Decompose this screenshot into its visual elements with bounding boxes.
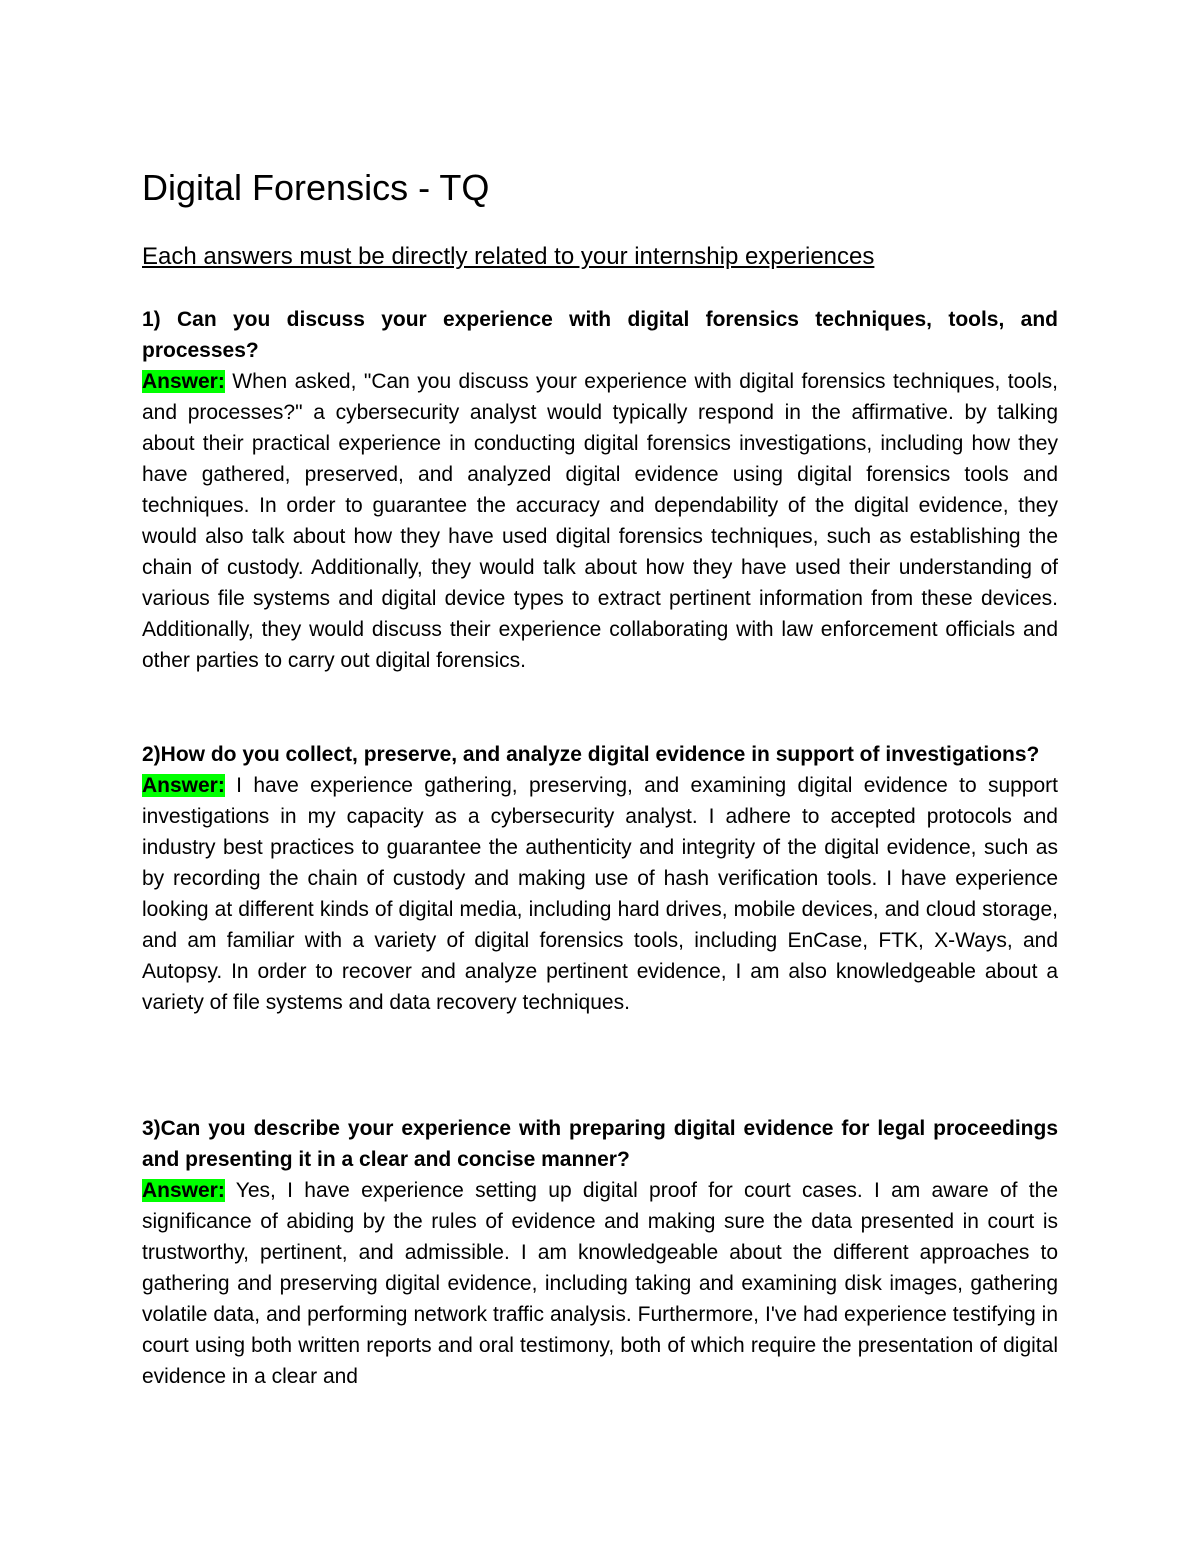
answer-label: Answer: — [142, 370, 225, 393]
question-text: 1) Can you discuss your experience with digital forensics techniques, tools, and processes? — [142, 308, 1058, 362]
answer-label: Answer: — [142, 774, 225, 797]
document-instruction: Each answers must be directly related to your internship experiences — [142, 243, 875, 270]
answer-label: Answer: — [142, 1179, 225, 1202]
qa-item — [142, 304, 1058, 676]
qa-item — [142, 739, 1058, 1018]
answer-text: When asked, "Can you discuss your experience with digital forensics techniques, tools, and processes?" a cybersecurity analyst would typically respond in the affirmative. by talking about their practical experience in conducting digital forensics investigations, including how they have gathered, preserved, and analyzed digital evidence using digital forensics tools and techniques. In order to guarantee the accuracy and dependability of the digital evidence, they would also talk about how they have used digital forensics techniques, such as establishing the chain of custody. Additionally, they would talk about how they have used their understanding of various file systems and digital device types to extract pertinent information from these devices. Additionally, they would discuss their experience collaborating with law enforcement officials and other parties to carry out digital forensics. — [142, 370, 1058, 672]
question-text: 3)Can you describe your experience with preparing digital evidence for legal proceedings and presenting it in a clear and concise manner? — [142, 1117, 1058, 1171]
answer-text: I have experience gathering, preserving, and examining digital evidence to support investigations in my capacity as a cybersecurity analyst. I adhere to accepted protocols and industry best practices to guarantee the authenticity and integrity of the digital evidence, such as by recording the chain of custody and making use of hash verification tools. I have experience looking at different kinds of digital media, including hard drives, mobile devices, and cloud storage, and am familiar with a variety of digital forensics tools, including EnCase, FTK, X-Ways, and Autopsy. In order to recover and analyze pertinent evidence, I am also knowledgeable about a variety of file systems and data recovery techniques. — [142, 774, 1058, 1014]
document-title: Digital Forensics - TQ — [142, 167, 490, 208]
answer-paragraph — [142, 770, 1058, 1018]
answer-text: Yes, I have experience setting up digital proof for court cases. I am aware of the significance of abiding by the rules of evidence and making sure the data presented in court is trustworthy, pertinent, and admissible. I am knowledgeable about the different approaches to gathering and preserving digital evidence, including taking and examining disk images, gathering volatile data, and performing network traffic analysis. Furthermore, I've had experience testifying in court using both written reports and oral testimony, both of which require the presentation of digital evidence in a clear and — [142, 1179, 1058, 1388]
answer-paragraph — [142, 366, 1058, 676]
qa-item — [142, 1113, 1058, 1392]
question-text: 2)How do you collect, preserve, and analyze digital evidence in support of investigations? — [142, 743, 1040, 766]
answer-paragraph — [142, 1175, 1058, 1392]
